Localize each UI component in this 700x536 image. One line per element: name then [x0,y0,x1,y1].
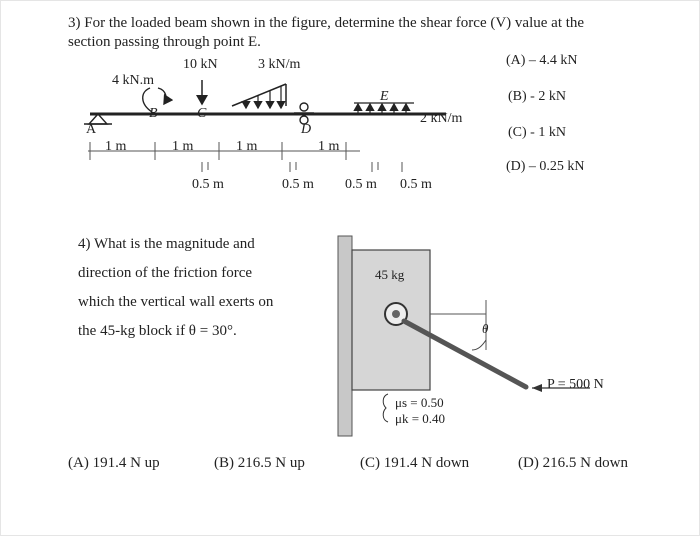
label-point-c: C [197,106,207,121]
theta-label: θ [482,321,489,336]
theta-arc [472,340,486,350]
q3-option-c: (C) - 1 kN [508,125,566,140]
dim-0-5m-4: 0.5 m [400,177,432,192]
force-p-arrowhead [532,384,542,392]
label-2knm: 2 kN/m [420,111,463,126]
q4-stem-line1: 4) What is the magnitude and [78,236,255,252]
mu-k-label: μk = 0.40 [395,411,446,426]
q3-option-b: (B) - 2 kN [508,89,566,104]
mu-s-label: μs = 0.50 [395,395,444,410]
q3-option-a: (A) – 4.4 kN [506,53,578,68]
q4-stem-line4: the 45-kg block if θ = 30°. [78,323,237,339]
dim-1m-cd: 1 m [236,139,258,154]
q4-option-b: (B) 216.5 N up [214,455,305,471]
label-point-b: B [149,106,158,121]
dim-0-5m-1: 0.5 m [192,177,224,192]
vertical-wall [338,236,352,436]
q3-stem-line2: section passing through point E. [68,34,261,50]
dim-0-5m-3: 0.5 m [345,177,377,192]
q3-option-d: (D) – 0.25 kN [506,159,585,174]
force-p-label: P = 500 N [547,377,604,392]
q4-option-d: (D) 216.5 N down [518,455,628,471]
label-3knm: 3 kN/m [258,57,301,72]
label-point-d: D [301,122,312,137]
q4-stem-line2: direction of the friction force [78,265,253,281]
dim-0-5m-2: 0.5 m [282,177,314,192]
label-4knm: 4 kN.m [112,73,154,88]
q4-option-c: (C) 191.4 N down [360,455,470,471]
label-point-e: E [380,89,389,104]
friction-brace [383,394,388,422]
dim-1m-bc: 1 m [172,139,194,154]
block-mass-label: 45 kg [375,267,405,282]
q3-stem-line1: 3) For the loaded beam shown in the figure, determine the shear force (V) value at the [68,15,585,31]
dim-1m-ab: 1 m [105,139,127,154]
q4-option-a: (A) 191.4 N up [68,455,160,471]
label-point-a: A [86,122,97,137]
dim-1m-de: 1 m [318,139,340,154]
q4-stem-line3: which the vertical wall exerts on [78,294,274,310]
label-10kn: 10 kN [183,57,218,72]
